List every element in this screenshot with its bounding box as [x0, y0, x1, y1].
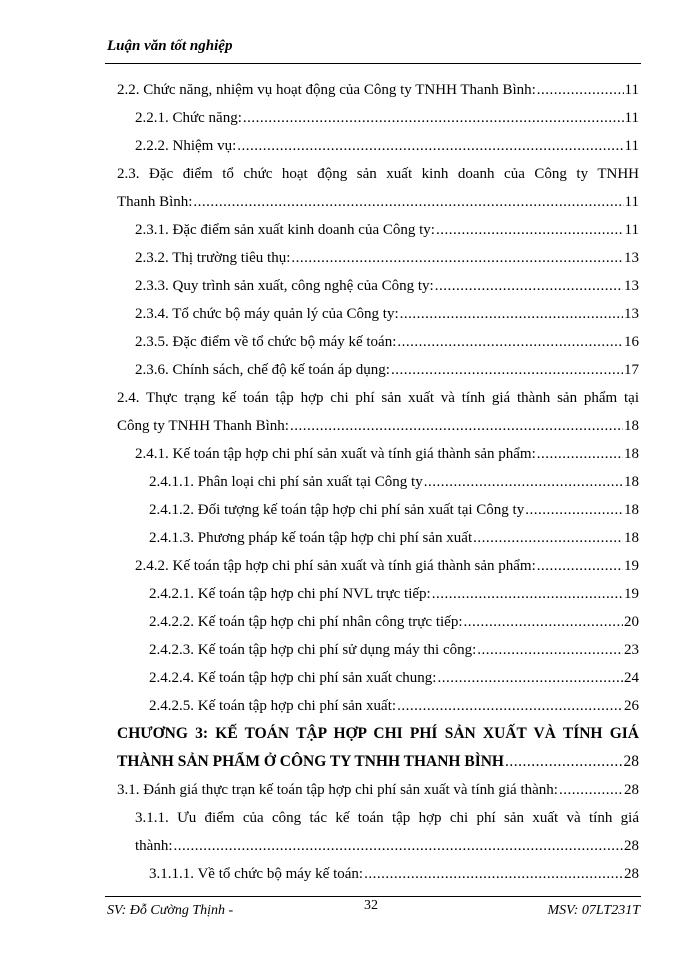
footer-student-id: MSV: 07LT231T — [547, 903, 640, 918]
toc-entry-2-4-1[interactable]: 2.4.1. Kế toán tập hợp chi phí sản xuất và tính giá thành sản phẩm: ..... 18 — [135, 446, 639, 463]
toc-entry-2-4-1-1[interactable]: 2.4.1.1. Phân loại chi phí sản xuất tại Công ty ..... 18 — [149, 474, 639, 491]
toc-entry-2-4-2-4[interactable]: 2.4.2.4. Kế toán tập hợp chi phí sản xuất chung: ..... 24 — [149, 670, 639, 687]
toc-entry-2-2[interactable]: 2.2. Chức năng, nhiệm vụ hoạt động của Công ty TNHH Thanh Bình: ..... 11 — [117, 82, 639, 99]
toc-entry-2-3[interactable]: Thanh Bình: ..... 11 — [117, 194, 639, 211]
footer-rule — [105, 896, 641, 897]
toc-entry-3-1-1-line1[interactable]: 3.1.1. Ưu điểm của công tác kế toán tập hợp chi phí sản xuất và tính giá — [135, 810, 639, 826]
toc-entry-2-4-2-2[interactable]: 2.4.2.2. Kế toán tập hợp chi phí nhân công trực tiếp: ..... 20 — [149, 614, 639, 631]
toc-entry-3-1[interactable]: 3.1. Đánh giá thực trạn kế toán tập hợp chi phí sản xuất và tính giá thành: ..... 28 — [117, 782, 639, 799]
toc-entry-2-4-2-1[interactable]: 2.4.2.1. Kế toán tập hợp chi phí NVL trực tiếp: ..... 19 — [149, 586, 639, 603]
footer-page-number: 32 — [364, 898, 378, 913]
toc-entry-2-3-3[interactable]: 2.3.3. Quy trình sản xuất, công nghệ của Công ty: ..... 13 — [135, 278, 639, 295]
footer-student-name: SV: Đỗ Cường Thịnh - — [107, 903, 234, 918]
toc-entry-2-3-4[interactable]: 2.3.4. Tổ chức bộ máy quản lý của Công ty: ..... 13 — [135, 306, 639, 323]
header-rule — [105, 63, 641, 64]
toc-entry-2-4-2-5[interactable]: 2.4.2.5. Kế toán tập hợp chi phí sản xuất: ..... 26 — [149, 698, 639, 715]
toc-entry-2-4-line1[interactable]: 2.4. Thực trạng kế toán tập hợp chi phí sản xuất và tính giá thành sản phẩm tại — [117, 390, 639, 406]
toc-chapter-3[interactable]: THÀNH SẢN PHẨM Ở CÔNG TY TNHH THANH BÌNH ..... 28 — [117, 753, 639, 771]
toc-entry-2-4-2[interactable]: 2.4.2. Kế toán tập hợp chi phí sản xuất và tính giá thành sản phẩm: ..... 19 — [135, 558, 639, 575]
toc-entry-2-3-6[interactable]: 2.3.6. Chính sách, chế độ kế toán áp dụng: ..... 17 — [135, 362, 639, 379]
toc-entry-2-2-2[interactable]: 2.2.2. Nhiệm vụ: ..... 11 — [135, 138, 639, 155]
toc-chapter-3-line1[interactable]: CHƯƠNG 3: KẾ TOÁN TẬP HỢP CHI PHÍ SẢN XUẤT VÀ TÍNH GIÁ — [117, 725, 639, 742]
toc-entry-3-1-1-1[interactable]: 3.1.1.1. Về tổ chức bộ máy kế toán: ..... 28 — [149, 866, 639, 883]
toc-entry-2-4-1-2[interactable]: 2.4.1.2. Đối tượng kế toán tập hợp chi phí sản xuất tại Công ty ..... 18 — [149, 502, 639, 519]
toc-entry-2-4-1-3[interactable]: 2.4.1.3. Phương pháp kế toán tập hợp chi phí sản xuất ..... 18 — [149, 530, 639, 547]
toc-entry-2-4[interactable]: Công ty TNHH Thanh Bình: ..... 18 — [117, 418, 639, 435]
toc-entry-2-3-line1[interactable]: 2.3. Đặc điểm tổ chức hoạt động sản xuất kinh doanh của Công ty TNHH — [117, 166, 639, 182]
toc-entry-2-4-2-3[interactable]: 2.4.2.3. Kế toán tập hợp chi phí sử dụng máy thi công: ..... 23 — [149, 642, 639, 659]
toc-entry-3-1-1[interactable]: thành: ..... 28 — [135, 838, 639, 855]
toc-entry-2-3-2[interactable]: 2.3.2. Thị trường tiêu thụ: ..... 13 — [135, 250, 639, 267]
toc-entry-2-2-1[interactable]: 2.2.1. Chức năng: ..... 11 — [135, 110, 639, 127]
toc-entry-2-3-1[interactable]: 2.3.1. Đặc điểm sản xuất kinh doanh của Công ty: ..... 11 — [135, 222, 639, 239]
toc-entry-2-3-5[interactable]: 2.3.5. Đặc điểm về tổ chức bộ máy kế toán: ..... 16 — [135, 334, 639, 351]
page-header: Luận văn tốt nghiệp — [107, 38, 233, 54]
